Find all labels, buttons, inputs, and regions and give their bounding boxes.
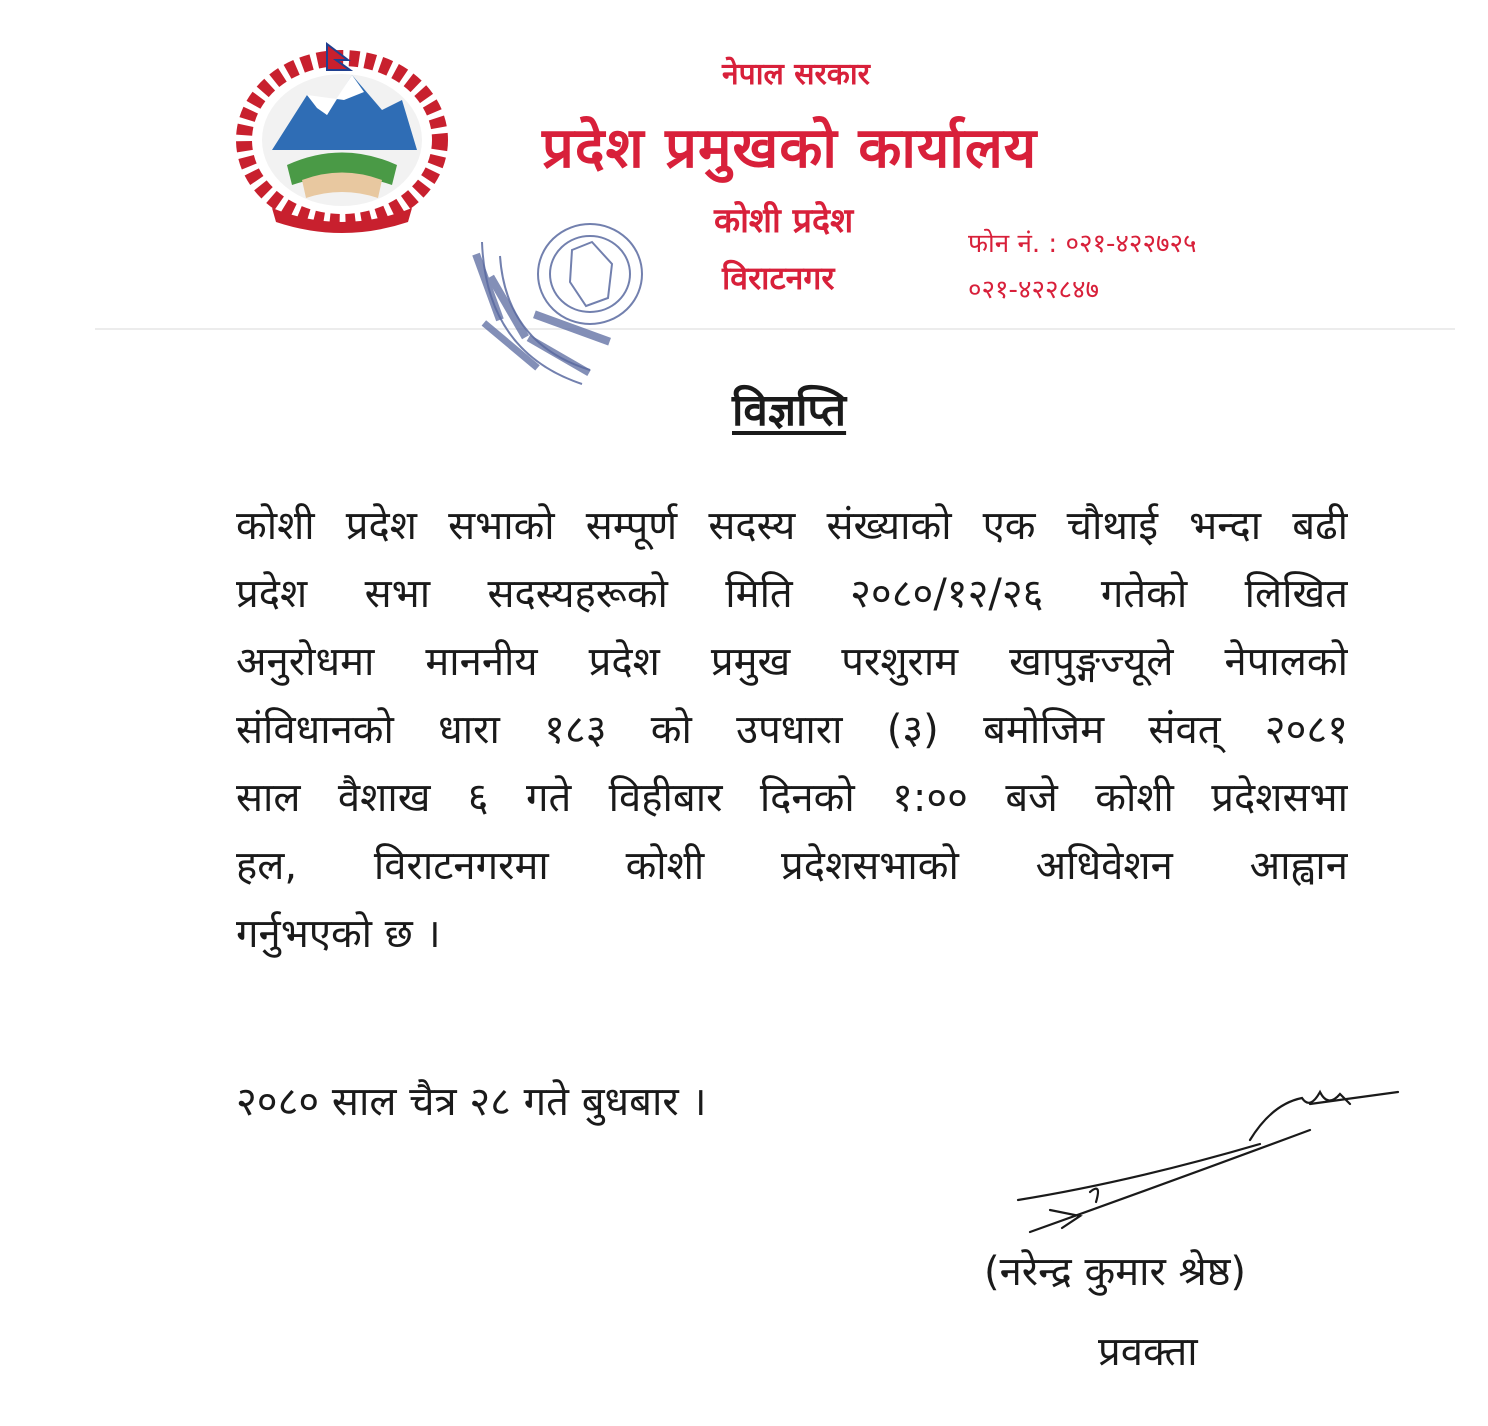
body-line: साल वैशाख ६ गते विहीबार दिनको १:०० बजे कोशी प्रदेशसभा bbox=[236, 775, 1348, 821]
notice-body bbox=[236, 496, 1348, 972]
city-name: विराटनगर bbox=[722, 259, 835, 297]
issue-date: २०८० साल चैत्र २८ गते बुधबार । bbox=[236, 1079, 707, 1125]
notice-title: विज्ञप्ति bbox=[732, 385, 847, 436]
office-name: प्रदेश प्रमुखको कार्यालय bbox=[542, 116, 1038, 181]
province-name: कोशी प्रदेश bbox=[714, 201, 854, 241]
phone-number-primary: फोन नं. : ०२१-४२२७२५ bbox=[968, 229, 1197, 259]
nepal-coat-of-arms-icon bbox=[232, 40, 452, 235]
body-line: प्रदेश सभा सदस्यहरूको मिति २०८०/१२/२६ गतेको लिखित bbox=[236, 571, 1348, 617]
body-line: अनुरोधमा माननीय प्रदेश प्रमुख परशुराम खापुङ्गज्यूले नेपालको bbox=[236, 639, 1348, 685]
signatory-name: (नरेन्द्र कुमार श्रेष्ठ) bbox=[984, 1249, 1247, 1295]
letterhead-divider bbox=[95, 328, 1455, 330]
body-line: संविधानको धारा १८३ को उपधारा (३) बमोजिम संवत् २०८१ bbox=[236, 707, 1348, 753]
body-line: गर्नुभएको छ । bbox=[236, 911, 441, 957]
office-seal-stamp-icon bbox=[462, 212, 662, 424]
body-line: हल, विराटनगरमा कोशी प्रदेशसभाको अधिवेशन आह्वान bbox=[236, 843, 1348, 889]
phone-number-secondary: ०२१-४२२८४७ bbox=[968, 275, 1100, 305]
body-line: कोशी प्रदेश सभाको सम्पूर्ण सदस्य संख्याको एक चौथाई भन्दा बढी bbox=[236, 503, 1348, 549]
signatory-designation: प्रवक्ता bbox=[1098, 1329, 1198, 1375]
handwritten-signature-icon bbox=[1010, 1082, 1410, 1242]
government-name: नेपाल सरकार bbox=[722, 57, 870, 92]
